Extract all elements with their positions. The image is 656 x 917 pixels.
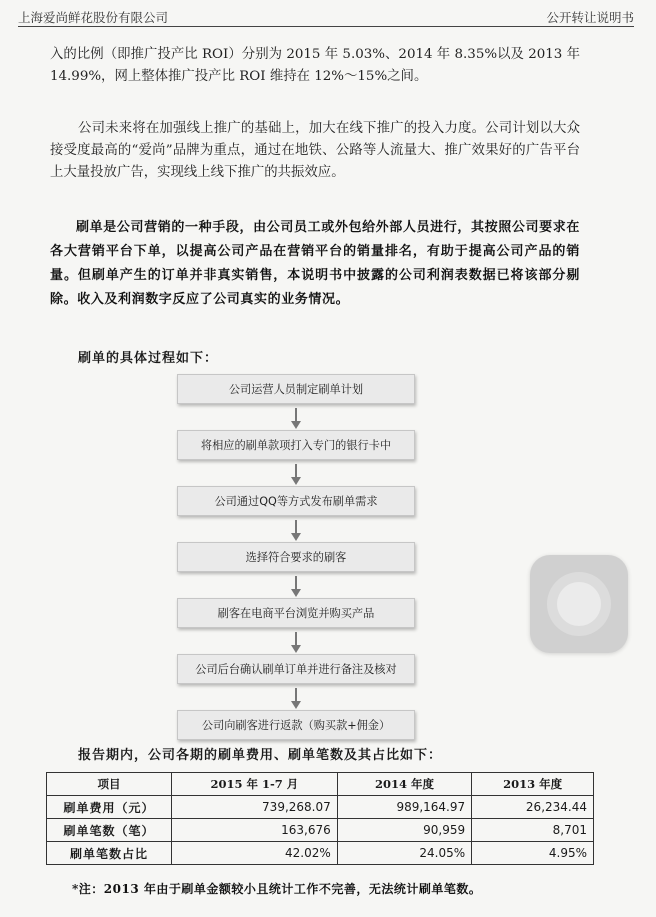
arrow-down-icon <box>291 576 301 598</box>
table-footnote: *注：2013 年由于刷单金额较小且统计工作不完善，无法统计刷单笔数。 <box>72 882 482 896</box>
cell-value: 4.95% <box>472 842 594 865</box>
brushing-stats-table <box>46 772 594 865</box>
row-label: 刷单费用（元） <box>47 796 172 819</box>
paragraph-promotion-plan: 公司未来将在加强线上推广的基础上，加大在线下推广的投入力度。公司计划以大众接受度最高的“爱尚”品牌为重点，通过在地铁、公路等人流量大、推广效果好的广告平台上大量投放广告，实现线上线下推广的共振效应。 <box>50 121 580 180</box>
company-name: 上海爱尚鲜花股份有限公司 <box>18 10 169 25</box>
flow-step-2: 将相应的刷单款项打入专门的银行卡中 <box>177 430 415 460</box>
flow-step-1: 公司运营人员制定刷单计划 <box>177 374 415 404</box>
header-item: 项目 <box>47 773 172 796</box>
cell-value: 24.05% <box>337 842 471 865</box>
document-title: 公开转让说明书 <box>546 10 634 25</box>
arrow-down-icon <box>291 688 301 710</box>
arrow-down-icon <box>291 408 301 430</box>
header-2014: 2014 年度 <box>337 773 471 796</box>
table-row <box>47 819 594 842</box>
header-2015: 2015 年 1-7 月 <box>172 773 338 796</box>
flow-step-3: 公司通过QQ等方式发布刷单需求 <box>177 486 415 516</box>
table-row <box>47 842 594 865</box>
report-intro: 报告期内，公司各期的刷单费用、刷单笔数及其占比如下： <box>78 748 443 763</box>
table-row <box>47 796 594 819</box>
cell-value: 42.02% <box>172 842 338 865</box>
table-header-row <box>47 773 594 796</box>
flow-step-7: 公司向刷客进行返款（购买款+佣金） <box>177 710 415 740</box>
paragraph-brushing-explanation: 刷单是公司营销的一种手段，由公司员工或外包给外部人员进行，其按照公司要求在各大营销平台下单，以提高公司产品在营销平台的销量排名，有助于提高公司产品的销量。但刷单产生的订单并非真实销售，本说明书中披露的公司利润表数据已将该部分剔除。收入及利润数字反应了公司真实的业务情况。 <box>50 220 580 307</box>
header-2013: 2013 年度 <box>472 773 594 796</box>
flow-step-6: 公司后台确认刷单订单并进行备注及核对 <box>177 654 415 684</box>
page-header <box>18 6 634 27</box>
flow-step-4: 选择符合要求的刷客 <box>177 542 415 572</box>
cell-value: 739,268.07 <box>172 796 338 819</box>
floating-assistive-button[interactable] <box>530 555 628 653</box>
row-label: 刷单笔数占比 <box>47 842 172 865</box>
cell-value: 26,234.44 <box>472 796 594 819</box>
row-label: 刷单笔数（笔） <box>47 819 172 842</box>
flow-intro: 刷单的具体过程如下： <box>78 351 219 366</box>
cell-value: 989,164.97 <box>337 796 471 819</box>
arrow-down-icon <box>291 464 301 486</box>
cell-value: 90,959 <box>337 819 471 842</box>
cell-value: 163,676 <box>172 819 338 842</box>
cell-value: 8,701 <box>472 819 594 842</box>
flow-step-5: 刷客在电商平台浏览并购买产品 <box>177 598 415 628</box>
arrow-down-icon <box>291 632 301 654</box>
arrow-down-icon <box>291 520 301 542</box>
paragraph-roi: 入的比例（即推广投产比 ROI）分别为 2015 年 5.03%、2014 年 8.35%以及 2013 年 14.99%，网上整体推广投产比 ROI 维持在 12%～15%之间。 <box>50 47 580 84</box>
